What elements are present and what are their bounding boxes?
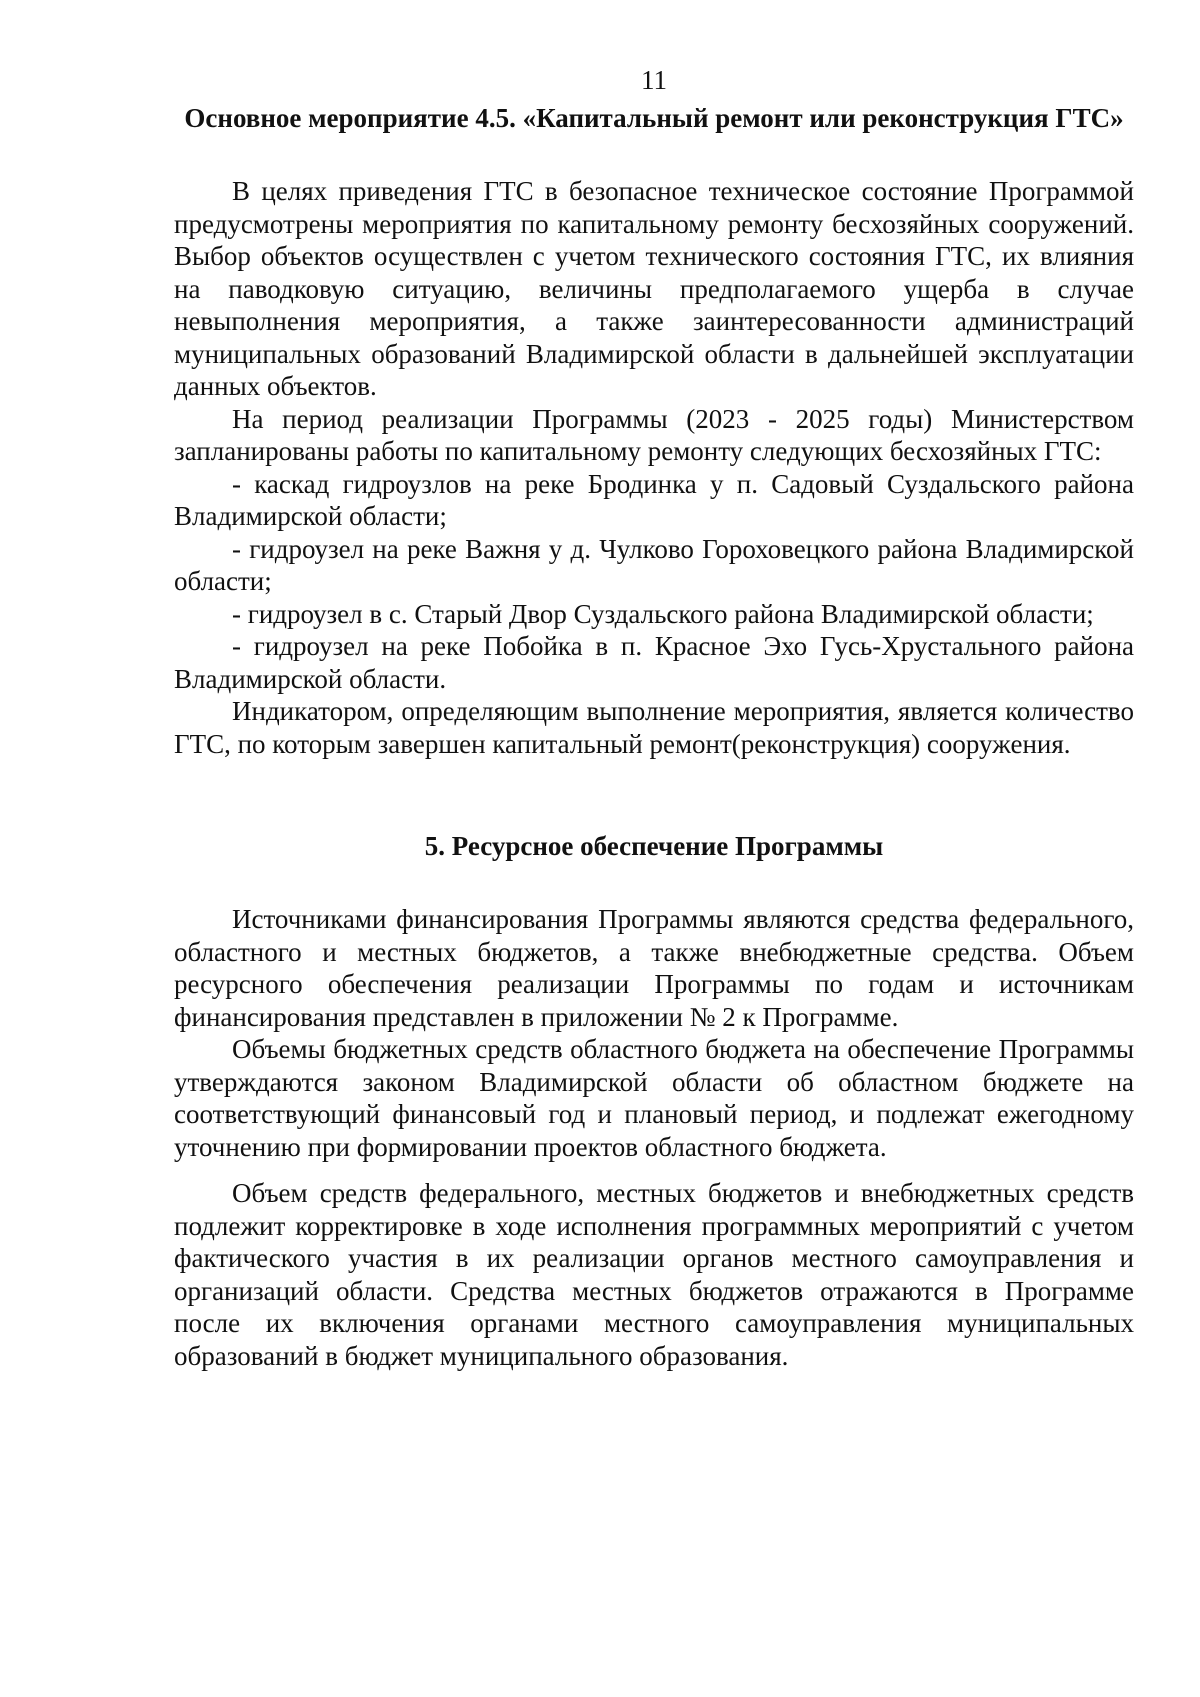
section-5-paragraph-2: Объемы бюджетных средств областного бюджета на обеспечение Программы утверждаются законом Владимирской области об областном бюджете на соответствующий финансовый год и плановый период, и подлежат ежегодному уточнению при формировании проектов областного бюджета. [174,1034,1134,1162]
page-number: 11 [641,65,667,95]
section-5-heading: 5. Ресурсное обеспечение Программы [424,831,884,861]
list-item-poboyka: - гидроузел на реке Побойка в п. Красное Эхо Гусь-Хрустального района Владимирской области. [174,631,1134,694]
list-item-vazhnya: - гидроузел на реке Важня у д. Чулково Гороховецкого района Владимирской области; [174,533,1134,596]
section-5-paragraph-3: Объем средств федерального, местных бюджетов и внебюджетных средств подлежит корректировке в ходе исполнения программных мероприятий с учетом фактического участия в их реализации органов местного самоуправления и организаций области. Средства местных бюджетов отражаются в Программе после их включения органами местного самоуправления муниципальных образований в бюджет муниципального образования. [174,1178,1134,1371]
list-item-brodinka: - каскад гидроузлов на реке Бродинка у п. Садовый Суздальского района Владимирской области; [174,468,1134,531]
section-5-paragraph-1: Источниками финансирования Программы являются средства федерального, областного и местных бюджетов, а также внебюджетные средства. Объем ресурсного обеспечения реализации Программы по годам и источникам финансирования представлен в приложении № 2 к Программе. [174,904,1134,1032]
section-4-5-paragraph-2: На период реализации Программы (2023 - 2025 годы) Министерством запланированы работы по капитальному ремонту следующих бесхозяйных ГТС: [174,403,1134,466]
section-4-5-heading: Основное мероприятие 4.5. «Капитальный ремонт или реконструкция ГТС» [184,103,1124,133]
list-item-stary-dvor: - гидроузел в с. Старый Двор Суздальского района Владимирской области; [232,598,1094,629]
document-page [174,62,1134,1372]
section-4-5-paragraph-1: В целях приведения ГТС в безопасное техническое состояние Программой предусмотрены мероприятия по капитальному ремонту бесхозяйных сооружений. Выбор объектов осуществлен с учетом технического состояния ГТС, их влияния на паводковую ситуацию, величины предполагаемого ущерба в случае невыполнения мероприятия, а также заинтересованности администраций муниципальных образований Владимирской области в дальнейшей эксплуатации данных объектов. [174,176,1134,401]
section-4-5-indicator-paragraph: Индикатором, определяющим выполнение мероприятия, является количество ГТС, по которым завершен капитальный ремонт(реконструкция) сооружения. [174,696,1134,759]
